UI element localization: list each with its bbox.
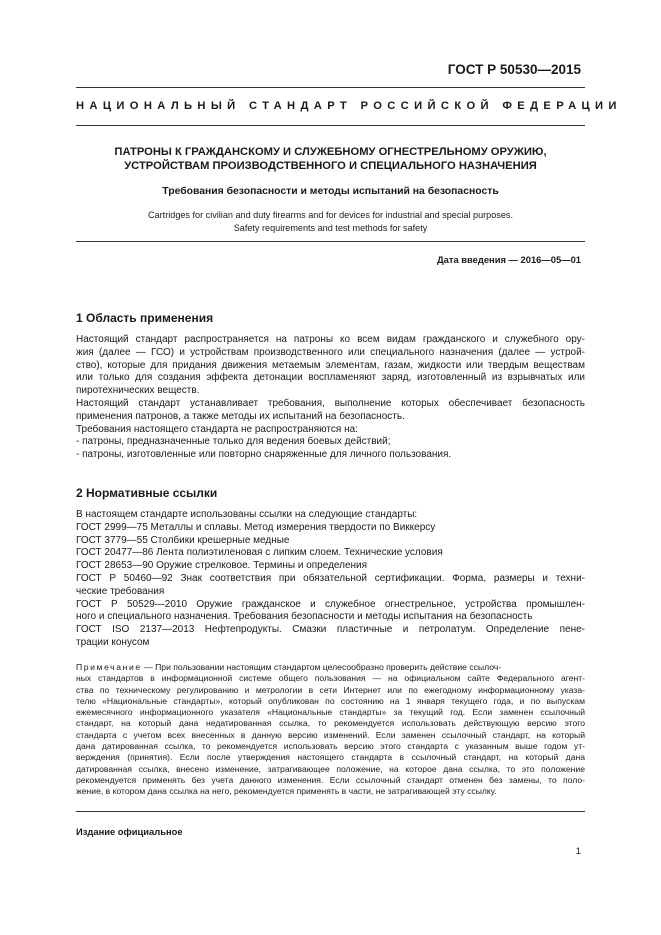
- normative-reference: ГОСТ Р 50529—2010 Оружие гражданское и служебное огнестрельное, устройства промышлен-: [76, 598, 585, 610]
- section-1-line: или только для создания эффекта детонации воспламеняют заряд, изготовленный из взрывчатых или: [76, 372, 585, 384]
- normative-reference: ГОСТ 20477—86 Лента полиэтиленовая с липким слоем. Технические условия: [76, 547, 443, 559]
- note-line: телю «Национальные стандарты», который опубликован по состоянию на 1 января текущего года, и по выпускам: [76, 695, 585, 706]
- section-2-heading: 2 Нормативные ссылки: [76, 486, 218, 500]
- section-1-line: Настоящий стандарт устанавливает требования, выполнение которых обеспечивает безопасность: [76, 397, 585, 409]
- note-label: Примечание: [76, 662, 142, 672]
- gost-number: ГОСТ Р 50530—2015: [447, 62, 581, 77]
- section-1-line: ство), которые для придания движения метаемым элементам, газам, жидкости или твердым веществам: [76, 359, 585, 371]
- normative-reference: ГОСТ ISO 2137—2013 Нефтепродукты. Смазки пластичные и петролатум. Определение пене-: [76, 624, 585, 636]
- introduction-date: Дата введения — 2016—05—01: [436, 254, 581, 265]
- official-edition-label: Издание официальное: [76, 826, 183, 837]
- section-1-line: применения патронов, а также методы их испытаний на безопасность.: [76, 410, 405, 422]
- english-title-line-2: Safety requirements and test methods for safety: [233, 222, 428, 233]
- note-first-line: [76, 662, 585, 673]
- date-rule: [76, 241, 585, 242]
- title-line-1: ПАТРОНЫ К ГРАЖДАНСКОМУ И СЛУЖЕБНОМУ ОГНЕСТРЕЛЬНОМУ ОРУЖИЮ,: [114, 146, 547, 158]
- section-1-line: жия (далее — ГСО) и устройствам производственного или специального назначения (далее — устрой-: [76, 346, 585, 358]
- section-2-line: В настоящем стандарте использованы ссылки на следующие стандарты:: [76, 509, 418, 520]
- note-line: жение, в котором дана ссылка на него, рекомендуется применять в части, не затрагивающей эту ссылку.: [76, 786, 497, 797]
- normative-reference: ного и специального назначения. Требования безопасности и методы испытания на безопасность: [76, 611, 533, 623]
- section-1-line: Требования настоящего стандарта не распространяются на:: [76, 423, 358, 435]
- normative-reference: ческие требования: [76, 585, 165, 597]
- header-rule: [76, 87, 585, 88]
- note-line: датированная ссылка, внесено изменение, затрагивающее положение, на которое дана ссылка, то это положение: [76, 763, 585, 774]
- english-title-line-1: Cartridges for civilian and duty firearms and for devices for industrial and special purposes.: [148, 210, 513, 220]
- section-1-line: пиротехнических веществ.: [76, 385, 200, 397]
- section-1-heading: 1 Область применения: [76, 311, 214, 325]
- note-line: верждения (принятия). Если после утверждения настоящего стандарта в ссылочный стандарт, на который дана: [76, 752, 585, 763]
- document-title: [76, 145, 585, 173]
- normative-reference: ГОСТ 3779—55 Столбики крешерные медные: [76, 534, 290, 546]
- title-rule: [76, 125, 585, 126]
- section-1-body: [76, 334, 585, 462]
- footer-rule: [76, 811, 585, 812]
- note-line: ежемесячного информационного указателя «Национальные стандарты» за текущий год. Если заменен ссылочный: [76, 707, 585, 718]
- note-block: [76, 662, 585, 798]
- english-title: [76, 209, 585, 234]
- title-line-2: УСТРОЙСТВАМ ПРОИЗВОДСТВЕННОГО И СПЕЦИАЛЬНОГО НАЗНАЧЕНИЯ: [124, 160, 537, 172]
- note-line: стандарта с учетом всех внесенных в данную версию изменений. Если заменен ссылочный стандарт, на который: [76, 729, 585, 740]
- normative-reference: ГОСТ 28653—90 Оружие стрелковое. Термины и определения: [76, 560, 368, 572]
- normative-reference: трации конусом: [76, 636, 150, 648]
- page-number: 1: [575, 845, 581, 856]
- note-line: дана датированная ссылка, то рекомендуется использовать версию этого стандарта с указанным выше годом ут-: [76, 741, 585, 752]
- document-subtitle: Требования безопасности и методы испытаний на безопасность: [162, 186, 499, 197]
- normative-reference: ГОСТ 2999—75 Металлы и сплавы. Метод измерения твердости по Виккерсу: [76, 521, 436, 533]
- note-first-line-text: — При пользовании настоящим стандартом целесообразно проверить действие ссылоч-: [141, 662, 502, 672]
- section-2-body: [76, 509, 585, 650]
- section-1-line: - патроны, предназначенные только для ведения боевых действий;: [76, 436, 391, 448]
- section-1-line: Настоящий стандарт распространяется на патроны ко всем видам гражданского и служебного ору-: [76, 334, 585, 345]
- note-line: стандарт, на который дана недатированная ссылка, то рекомендуется использовать действующую версию этого: [76, 718, 585, 729]
- section-1-line: - патроны, изготовленные или повторно снаряженные для личного пользования.: [76, 449, 452, 461]
- note-line: ных стандартов в информационной системе общего пользования — на официальном сайте Федерального агент-: [76, 673, 585, 684]
- note-line: рекомендуется применять без учета данного изменения. Если ссылочный стандарт отменен без замены, то поло-: [76, 774, 585, 785]
- national-standard-heading: НАЦИОНАЛЬНЫЙ СТАНДАРТ РОССИЙСКОЙ ФЕДЕРАЦИИ: [76, 100, 622, 112]
- note-line: ства по техническому регулированию и метрологии в сети Интернет или по ежегодному информационному указа-: [76, 684, 585, 695]
- normative-reference: ГОСТ Р 50460—92 Знак соответствия при обязательной сертификации. Форма, размеры и техни-: [76, 572, 585, 584]
